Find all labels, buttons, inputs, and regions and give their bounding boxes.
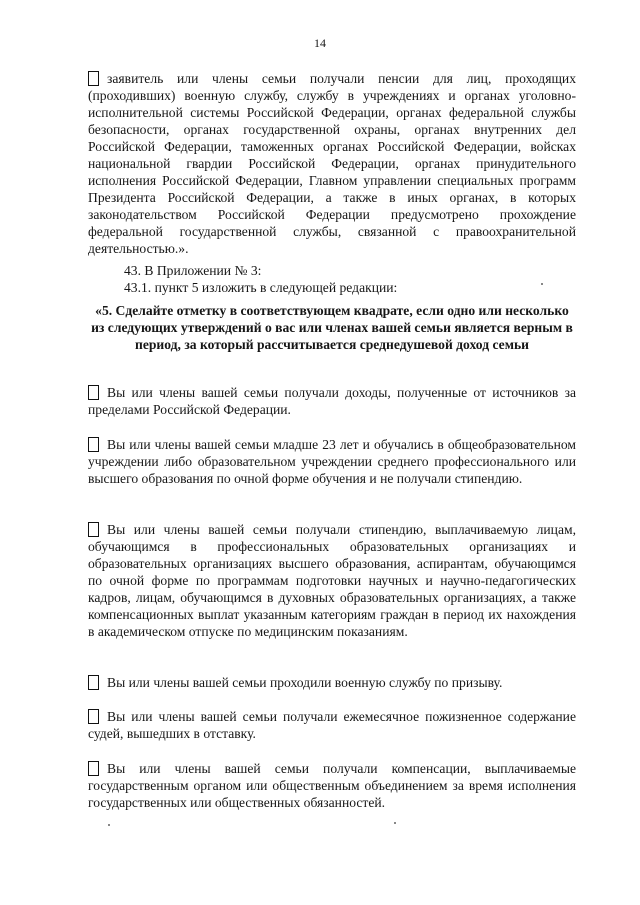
intro-text: заявитель или члены семьи получали пенсии для лиц, проходящих (проходивших) военную службу, службу в учреждениях и органах уголовно-исполнительной системы Российской Федерации, органах федеральной службы безопасности, органах государственной охраны, органах внутренних дел Российской Федерации, таможенных органах Российской Федерации, войсках национальной гвардии Российской Федерации, органах принудительного исполнения Российской Федерации, Главном управлении специальных программ Президента Российской Федерации, а также в иных органах, в которых законодательством Российской Федерации предусмотрено прохождение федеральной государственной службы, связанной с правоохранительной деятельностью.».	[88, 71, 576, 256]
scan-speck	[394, 822, 396, 824]
option-2	[88, 521, 576, 640]
option-3	[88, 674, 576, 691]
option-2-text: Вы или члены вашей семьи получали стипендию, выплачиваемую лицам, обучающимся в профессиональных образовательных организациях и образовательных организациях высшего образования, аспирантам, обучающимся по очной форме по программам подготовки научных и научно-педагогических кадров, лицам, обучающимся в духовных образовательных организациях, а также компенсационных выплат указанным категориям граждан в период их нахождения в академическом отпуске по медицинским показаниям.	[88, 522, 576, 639]
option-0	[88, 384, 576, 418]
option-1	[88, 436, 576, 487]
scan-speck	[108, 824, 110, 826]
option-5	[88, 760, 576, 811]
scan-speck	[541, 283, 543, 285]
option-4	[88, 708, 576, 742]
option-1-text: Вы или члены вашей семьи младше 23 лет и обучались в общеобразовательном учреждении либо образовательном учреждении среднего профессионального или высшего образования по очной форме обучения и не получали стипендию.	[88, 437, 576, 486]
question-heading: «5. Сделайте отметку в соответствующем квадрате, если одно или несколько из следующих утверждений о вас или членах вашей семьи является верным в период, за который рассчитывается среднедушевой доход семьи	[91, 303, 573, 352]
option-5-text: Вы или члены вашей семьи получали компенсации, выплачиваемые государственным органом или общественным объединением за время исполнения государственных или общественных обязанностей.	[88, 761, 576, 810]
page-number: 14	[314, 36, 326, 50]
item-43-1: 43.1. пункт 5 изложить в следующей редакции:	[124, 280, 398, 295]
option-0-text: Вы или члены вашей семьи получали доходы, полученные от источников за пределами Российской Федерации.	[88, 385, 576, 417]
option-2-checkbox[interactable]	[88, 522, 99, 537]
option-4-checkbox[interactable]	[88, 709, 99, 724]
option-3-checkbox[interactable]	[88, 675, 99, 690]
option-5-checkbox[interactable]	[88, 761, 99, 776]
option-4-text: Вы или члены вашей семьи получали ежемесячное пожизненное содержание судей, вышедших в отставку.	[88, 709, 576, 741]
intro-paragraph	[88, 70, 576, 257]
option-1-checkbox[interactable]	[88, 437, 99, 452]
option-0-checkbox[interactable]	[88, 385, 99, 400]
option-3-text: Вы или члены вашей семьи проходили военную службу по призыву.	[107, 675, 503, 690]
intro-checkbox[interactable]	[88, 71, 99, 86]
item-43: 43. В Приложении № 3:	[124, 263, 262, 278]
